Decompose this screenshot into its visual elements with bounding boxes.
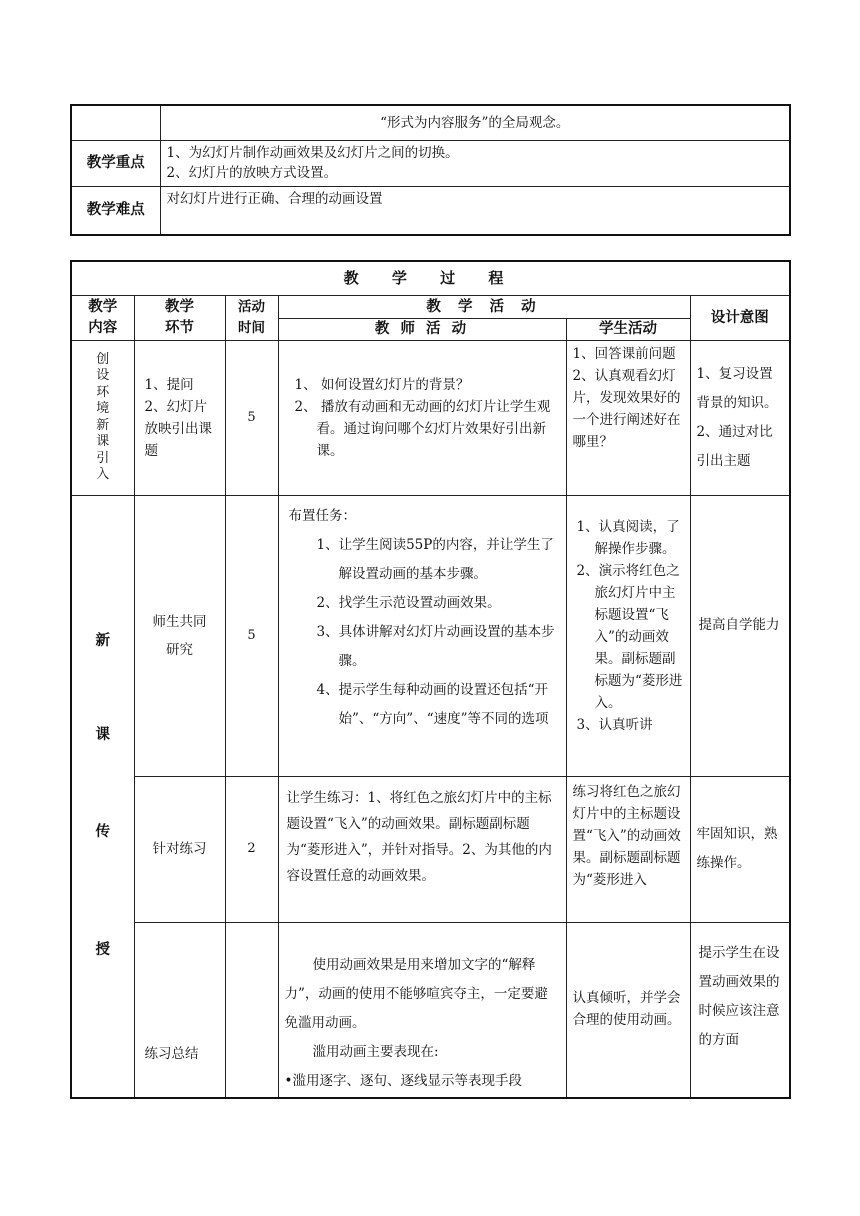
- student-research: 1、认真阅读，了解操作步骤。 2、演示将红色之旅幻灯片中主标题设置“飞入”的动画效果。副标题副标题为“菱形进入。 3、认真听讲: [566, 495, 690, 776]
- difficulty-label: 教学难点: [71, 186, 160, 235]
- section-char-2: 课: [95, 726, 110, 743]
- student-practice: 练习将红色之旅幻灯片中的主标题设置“飞入”的动画效果。副标题副标题为“菱形进入: [566, 776, 690, 922]
- teacher-intro: 1、 如何设置幻灯片的背景？ 2、 播放有动画和无动画的幻灯片让学生观看。通过询问哪个幻灯片效果好引出新课。: [278, 340, 566, 495]
- section-char-4: 授: [95, 941, 110, 958]
- header-design: 设计意图: [690, 295, 790, 340]
- header-teacher: 教 师 活 动: [278, 318, 566, 340]
- empty-cell: [71, 105, 160, 140]
- section-char-1: 新: [95, 632, 110, 649]
- step-research: 师生共同研究: [134, 495, 225, 776]
- concept-text: “形式为内容服务”的全局观念。: [160, 105, 790, 140]
- key-points-cell: [160, 140, 790, 186]
- design-intro: 1、复习设置背景的知识。 2、通过对比引出主题: [690, 340, 790, 495]
- time-practice: 2: [225, 776, 278, 922]
- content-intro: 创设环境 新课引入: [71, 340, 134, 495]
- teaching-process-table: [70, 260, 791, 1099]
- top-info-table: [70, 104, 791, 236]
- student-intro: 1、回答课前问题 2、认真观看幻灯片，发现效果好的一个进行阐述好在哪里？: [566, 340, 690, 495]
- section-new-lesson: [71, 495, 134, 1098]
- header-step: 教学环节: [134, 295, 225, 340]
- difficulty-text: 对幻灯片进行正确、合理的动画设置: [160, 186, 790, 235]
- design-research: 提高自学能力: [690, 495, 790, 776]
- student-summary: 认真倾听，并学会合理的使用动画。: [566, 922, 690, 1098]
- step-practice: 针对练习: [134, 776, 225, 922]
- header-content: 教学内容: [71, 295, 134, 340]
- key-points-label: 教学重点: [71, 140, 160, 186]
- teacher-practice: 让学生练习：1、将红色之旅幻灯片中的主标题设置“飞入”的动画效果。副标题副标题为“菱形进入”，并针对指导。2、为其他的内容设置任意的动画效果。: [278, 776, 566, 922]
- step-summary: 练习总结: [134, 922, 225, 1098]
- time-intro: 5: [225, 340, 278, 495]
- time-research: 5: [225, 495, 278, 776]
- key-point-1: 1、为幻灯片制作动画效果及幻灯片之间的切换。: [166, 145, 459, 161]
- header-time: 活动时间: [225, 295, 278, 340]
- step-intro: 1、提问 2、幻灯片放映引出课题: [134, 340, 225, 495]
- time-summary: [225, 922, 278, 1098]
- section-char-3: 传: [95, 823, 110, 840]
- design-practice: 牢固知识，熟练操作。: [690, 776, 790, 922]
- header-activity: 教 学 活 动: [278, 295, 690, 318]
- design-summary: 提示学生在设置动画效果的时候应该注意的方面: [690, 922, 790, 1098]
- key-point-2: 2、幻灯片的放映方式设置。: [166, 165, 338, 181]
- teacher-research: 布置任务： 1、让学生阅读55P的内容，并让学生了解设置动画的基本步骤。 2、找学生示范设置动画效果。 3、具体讲解对幻灯片动画设置的基本步骤。 4、提示学生每种动画的设置还包括“开始”、“方向”、“速度”等不同的选项: [278, 495, 566, 776]
- header-student: 学生活动: [566, 318, 690, 340]
- teacher-summary: 使用动画效果是用来增加文字的“解释力”，动画的使用不能够喧宾夺主，一定要避免滥用动画。 滥用动画主要表现在: •滥用逐字、逐句、逐线显示等表现手段: [278, 922, 566, 1098]
- process-title: 教 学 过 程: [71, 261, 790, 295]
